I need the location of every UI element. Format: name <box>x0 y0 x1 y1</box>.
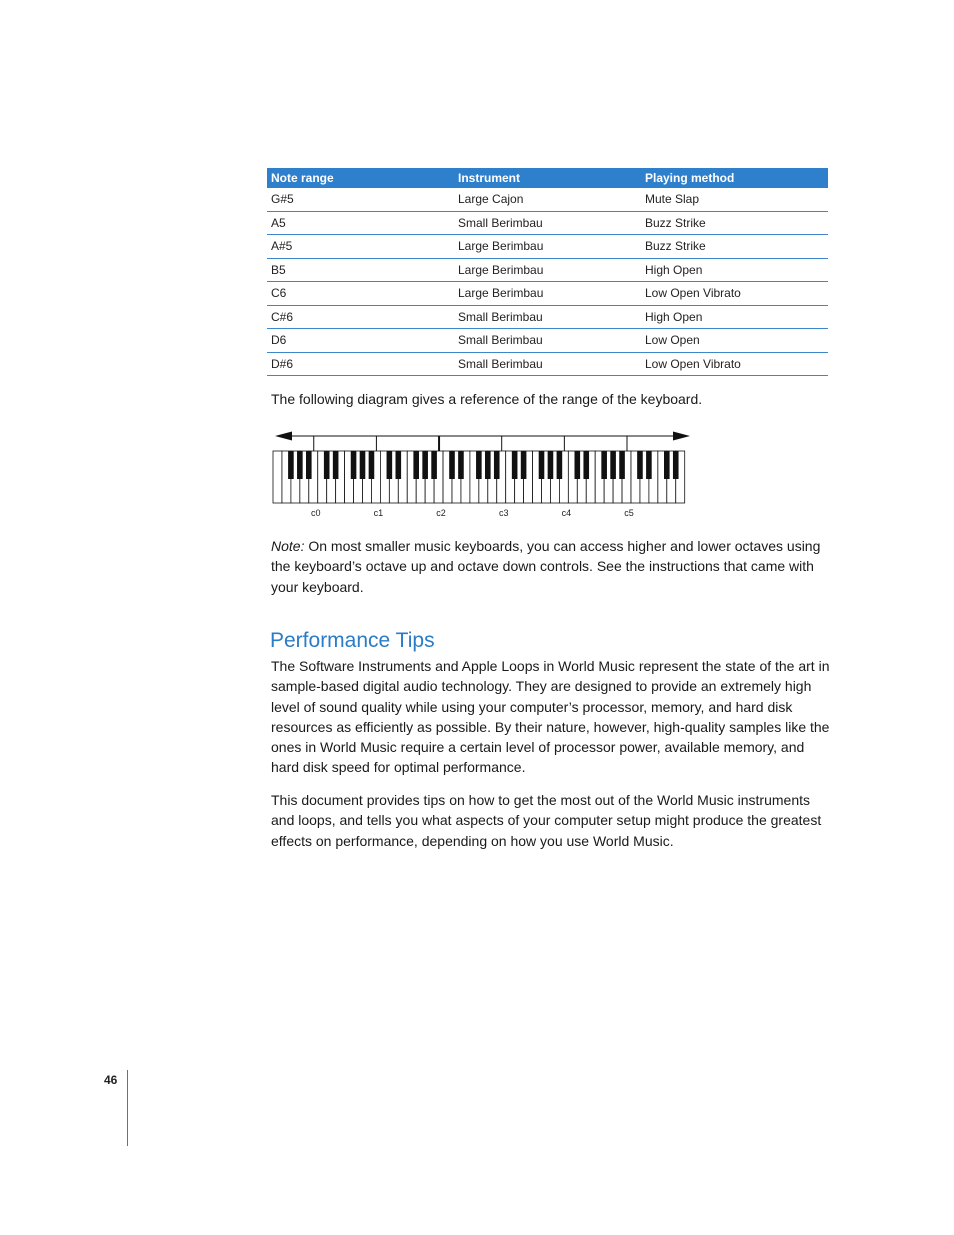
cell-playing-method: High Open <box>641 258 828 282</box>
arrow-left-icon <box>275 432 292 441</box>
octave-label: c2 <box>436 508 446 518</box>
black-key <box>324 451 330 479</box>
black-key <box>422 451 428 479</box>
octave-label: c4 <box>561 508 572 518</box>
black-key <box>575 451 581 479</box>
black-key <box>387 451 393 479</box>
column-header-note-range: Note range <box>267 168 454 188</box>
cell-playing-method: Buzz Strike <box>641 235 828 259</box>
black-key <box>431 451 437 479</box>
cell-playing-method: Buzz Strike <box>641 211 828 235</box>
black-key <box>360 451 366 479</box>
black-key <box>369 451 375 479</box>
cell-note-range: A#5 <box>267 235 454 259</box>
table-row <box>267 329 828 353</box>
black-key <box>449 451 455 479</box>
cell-note-range: C#6 <box>267 305 454 329</box>
table-row <box>267 305 828 329</box>
cell-note-range: D#6 <box>267 352 454 376</box>
black-key <box>637 451 643 479</box>
octave-label: c5 <box>624 508 634 518</box>
octave-labels <box>311 508 634 518</box>
note-text: On most smaller music keyboards, you can access higher and lower octaves using the keyboard’s octave up and octave down controls. See the instructions that came with your keyboard. <box>271 538 821 595</box>
keyboard-range-diagram <box>272 427 696 522</box>
cell-instrument: Small Berimbau <box>454 352 641 376</box>
black-key <box>583 451 589 479</box>
cell-instrument: Small Berimbau <box>454 329 641 353</box>
table-row <box>267 235 828 259</box>
black-key <box>306 451 312 479</box>
black-key <box>619 451 625 479</box>
cell-instrument: Large Berimbau <box>454 235 641 259</box>
arrow-right-icon <box>673 432 690 441</box>
black-key <box>548 451 554 479</box>
page-rule <box>127 1070 128 1146</box>
table-row <box>267 258 828 282</box>
cell-note-range: G#5 <box>267 188 454 211</box>
black-key <box>396 451 402 479</box>
table-row <box>267 352 828 376</box>
performance-paragraph-2: This document provides tips on how to get the most out of the World Music instruments and loops, and tells you what aspects of your computer setup might produce the greatest effects on performance, depending on how you use World Music. <box>271 792 822 849</box>
black-key <box>297 451 303 479</box>
octave-label: c3 <box>498 508 509 518</box>
table-row <box>267 282 828 306</box>
white-key <box>273 451 282 503</box>
black-key <box>458 451 464 479</box>
black-key <box>664 451 670 479</box>
black-key <box>610 451 616 479</box>
column-header-playing-method: Playing method <box>641 168 828 188</box>
black-key <box>673 451 679 479</box>
cell-playing-method: Low Open Vibrato <box>641 282 828 306</box>
page-number: 46 <box>104 1073 118 1087</box>
cell-instrument: Small Berimbau <box>454 211 641 235</box>
section-title: Performance Tips <box>270 629 435 652</box>
cell-note-range: D6 <box>267 329 454 353</box>
note-range-table <box>267 168 828 376</box>
table-row <box>267 188 828 211</box>
black-key <box>333 451 339 479</box>
octave-range-ticks <box>314 436 627 451</box>
cell-note-range: C6 <box>267 282 454 306</box>
black-key <box>494 451 500 479</box>
black-key <box>413 451 419 479</box>
cell-playing-method: Low Open Vibrato <box>641 352 828 376</box>
black-key <box>288 451 294 479</box>
range-arrow <box>275 432 690 441</box>
table-row <box>267 211 828 235</box>
diagram-intro-text: The following diagram gives a reference of the range of the keyboard. <box>271 391 703 407</box>
cell-instrument: Large Berimbau <box>454 282 641 306</box>
cell-note-range: B5 <box>267 258 454 282</box>
black-key <box>539 451 545 479</box>
octave-label: c0 <box>310 508 321 518</box>
cell-playing-method: Low Open <box>641 329 828 353</box>
note-paragraph <box>271 536 831 597</box>
note-label: Note: <box>271 538 305 554</box>
black-key <box>646 451 652 479</box>
cell-playing-method: Mute Slap <box>641 188 828 211</box>
cell-instrument: Large Cajon <box>454 188 641 211</box>
black-key <box>521 451 527 479</box>
cell-instrument: Large Berimbau <box>454 258 641 282</box>
table-header-row <box>267 168 828 188</box>
black-key <box>557 451 563 479</box>
black-key <box>512 451 518 479</box>
black-key <box>351 451 357 479</box>
performance-paragraph-1: The Software Instruments and Apple Loops in World Music represent the state of the art in sample-based digital audio technology. They are designed to provide an extremely high level of sound quality while using your computer’s processor, memory, and hard disk resources as efficiently as possible. By their nature, however, high-quality samples like the ones in World Music require a certain level of processor power, available memory, and hard disk speed for optimal performance. <box>271 658 830 776</box>
column-header-instrument: Instrument <box>454 168 641 188</box>
cell-playing-method: High Open <box>641 305 828 329</box>
black-key <box>485 451 491 479</box>
octave-label: c1 <box>373 508 384 518</box>
cell-instrument: Small Berimbau <box>454 305 641 329</box>
black-key <box>601 451 607 479</box>
black-key <box>476 451 482 479</box>
cell-note-range: A5 <box>267 211 454 235</box>
